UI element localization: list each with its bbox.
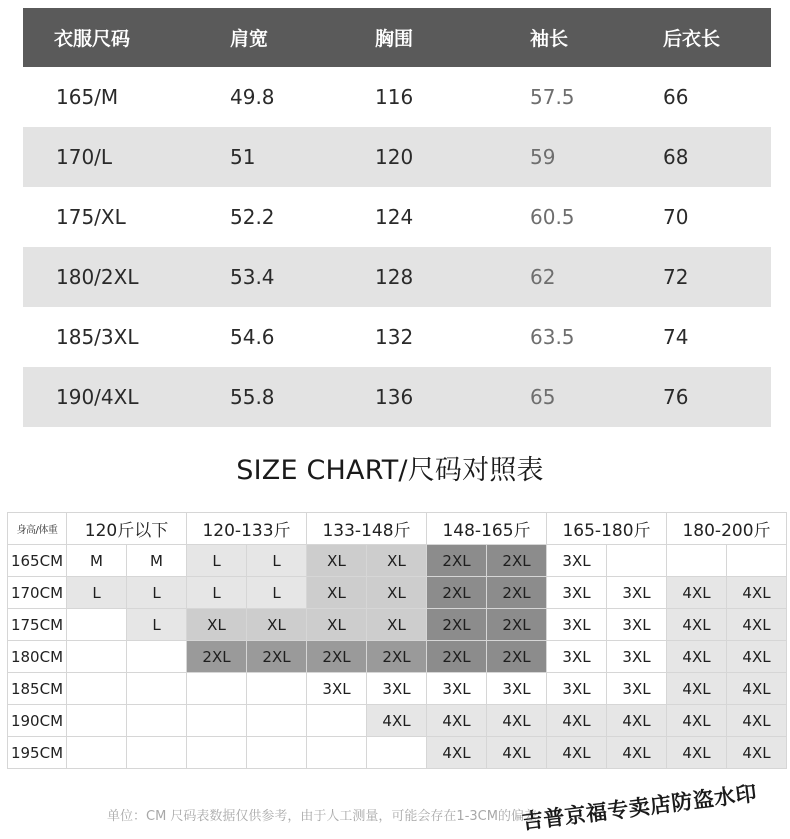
size-cell <box>307 705 367 737</box>
size-cell: L <box>127 577 187 609</box>
size-cell: 3XL <box>607 641 667 673</box>
height-label: 190CM <box>8 705 67 737</box>
weight-group-header: 180-200斤 <box>667 513 787 545</box>
weight-header-row <box>8 513 787 545</box>
measurement-cell: 116 <box>375 85 414 109</box>
size-cell: L <box>187 577 247 609</box>
height-label: 185CM <box>8 673 67 705</box>
size-cell: 3XL <box>427 673 487 705</box>
size-cell: XL <box>367 545 427 577</box>
height-label: 195CM <box>8 737 67 769</box>
size-cell: L <box>247 577 307 609</box>
size-cell: 3XL <box>367 673 427 705</box>
size-cell <box>67 737 127 769</box>
size-cell <box>187 705 247 737</box>
measurement-cell: 165/M <box>56 85 119 109</box>
measurement-cell: 49.8 <box>230 85 275 109</box>
measurement-header-cell: 衣服尺码 <box>54 28 131 50</box>
measurement-cell: 55.8 <box>230 385 275 409</box>
size-cell: 4XL <box>727 609 787 641</box>
size-cell: XL <box>367 577 427 609</box>
measurement-header-row <box>23 8 771 67</box>
size-cell: 3XL <box>607 609 667 641</box>
size-cell: 3XL <box>547 577 607 609</box>
size-cell: 3XL <box>547 545 607 577</box>
size-cell: XL <box>307 545 367 577</box>
size-cell <box>127 673 187 705</box>
corner-label: 身高/体重 <box>8 513 67 545</box>
size-cell: 4XL <box>667 609 727 641</box>
measurement-row <box>23 247 771 307</box>
size-cell: 3XL <box>487 673 547 705</box>
measurement-cell: 72 <box>663 265 689 289</box>
measurement-cell: 175/XL <box>56 205 126 229</box>
size-chart-title: SIZE CHART/尺码对照表 <box>236 455 544 486</box>
weight-group-header: 165-180斤 <box>547 513 667 545</box>
size-cell: XL <box>307 609 367 641</box>
measurement-cell: 170/L <box>56 145 113 169</box>
size-cell <box>127 737 187 769</box>
size-cell <box>607 545 667 577</box>
footnote: 单位：CM 尺码表数据仅供参考，由于人工测量，可能会存在1-3CM的偏差 <box>107 809 537 824</box>
height-label: 165CM <box>8 545 67 577</box>
measurement-cell: 74 <box>663 325 689 349</box>
size-cell: 4XL <box>427 705 487 737</box>
size-cell: 2XL <box>367 641 427 673</box>
size-cell: 2XL <box>487 609 547 641</box>
size-cell: L <box>67 577 127 609</box>
size-cell: 4XL <box>547 737 607 769</box>
size-cell: 2XL <box>427 545 487 577</box>
size-cell: M <box>67 545 127 577</box>
size-cell <box>187 673 247 705</box>
measurement-cell: 180/2XL <box>56 265 139 289</box>
size-cell: 4XL <box>667 673 727 705</box>
measurement-header-cell: 后衣长 <box>663 28 721 50</box>
size-cell <box>247 737 307 769</box>
height-label: 180CM <box>8 641 67 673</box>
size-cell: 2XL <box>487 545 547 577</box>
size-cell: L <box>127 609 187 641</box>
measurement-cell: 65 <box>530 385 556 409</box>
size-cell: 3XL <box>607 577 667 609</box>
size-cell: 4XL <box>427 737 487 769</box>
size-cell: 4XL <box>727 641 787 673</box>
size-cell: 2XL <box>427 577 487 609</box>
size-cell: L <box>247 545 307 577</box>
measurement-cell: 136 <box>375 385 414 409</box>
measurement-cell: 51 <box>230 145 256 169</box>
size-cell <box>67 609 127 641</box>
size-cell: 2XL <box>307 641 367 673</box>
measurement-cell: 124 <box>375 205 414 229</box>
size-cell: 4XL <box>727 577 787 609</box>
measurement-table <box>23 8 771 427</box>
size-cell <box>667 545 727 577</box>
measurement-row <box>23 127 771 187</box>
size-cell: 4XL <box>667 641 727 673</box>
measurement-cell: 62 <box>530 265 556 289</box>
size-cell <box>247 673 307 705</box>
size-cell: 3XL <box>547 609 607 641</box>
size-cell <box>367 737 427 769</box>
weight-group-header: 120-133斤 <box>187 513 307 545</box>
size-cell: XL <box>307 577 367 609</box>
measurement-header-cell: 肩宽 <box>230 28 269 50</box>
measurement-cell: 68 <box>663 145 689 169</box>
size-cell: 2XL <box>427 609 487 641</box>
size-cell: 4XL <box>727 705 787 737</box>
height-row <box>8 577 787 609</box>
size-cell <box>727 545 787 577</box>
size-chart-grid <box>7 512 787 769</box>
measurement-cell: 70 <box>663 205 689 229</box>
measurement-cell: 54.6 <box>230 325 275 349</box>
size-cell: 2XL <box>187 641 247 673</box>
size-cell: 2XL <box>427 641 487 673</box>
height-label: 170CM <box>8 577 67 609</box>
size-cell: 3XL <box>547 641 607 673</box>
size-cell: 4XL <box>487 705 547 737</box>
measurement-row <box>23 67 771 127</box>
size-cell <box>127 705 187 737</box>
size-cell: L <box>187 545 247 577</box>
measurement-cell: 190/4XL <box>56 385 139 409</box>
size-cell <box>247 705 307 737</box>
size-cell: 4XL <box>727 673 787 705</box>
measurement-cell: 52.2 <box>230 205 275 229</box>
height-row <box>8 641 787 673</box>
measurement-cell: 57.5 <box>530 85 575 109</box>
size-cell: 3XL <box>547 673 607 705</box>
size-cell: XL <box>367 609 427 641</box>
height-row <box>8 609 787 641</box>
size-cell: 4XL <box>607 737 667 769</box>
weight-group-header: 120斤以下 <box>67 513 187 545</box>
size-cell <box>67 705 127 737</box>
watermark: 吉普京福专卖店防盗水印 <box>520 781 759 834</box>
size-cell: 2XL <box>487 577 547 609</box>
size-cell <box>187 737 247 769</box>
height-row <box>8 545 787 577</box>
size-cell <box>67 641 127 673</box>
size-cell: 3XL <box>307 673 367 705</box>
measurement-cell: 132 <box>375 325 414 349</box>
measurement-row <box>23 187 771 247</box>
measurement-cell: 59 <box>530 145 556 169</box>
size-cell: 4XL <box>667 577 727 609</box>
measurement-cell: 53.4 <box>230 265 275 289</box>
size-cell: 4XL <box>607 705 667 737</box>
size-cell: 4XL <box>727 737 787 769</box>
height-label: 175CM <box>8 609 67 641</box>
measurement-row <box>23 307 771 367</box>
measurement-header-cell: 胸围 <box>375 28 414 50</box>
measurement-cell: 66 <box>663 85 689 109</box>
size-cell: XL <box>187 609 247 641</box>
size-cell: 4XL <box>667 705 727 737</box>
size-cell: XL <box>247 609 307 641</box>
measurement-header-cell: 袖长 <box>530 28 569 50</box>
size-cell: 2XL <box>247 641 307 673</box>
measurement-row <box>23 367 771 427</box>
size-cell: 4XL <box>667 737 727 769</box>
size-cell: 4XL <box>547 705 607 737</box>
size-cell: 4XL <box>487 737 547 769</box>
size-cell: 2XL <box>487 641 547 673</box>
size-cell: 3XL <box>607 673 667 705</box>
size-cell <box>127 641 187 673</box>
measurement-cell: 63.5 <box>530 325 575 349</box>
measurement-cell: 60.5 <box>530 205 575 229</box>
height-row <box>8 673 787 705</box>
measurement-cell: 185/3XL <box>56 325 139 349</box>
size-cell: 4XL <box>367 705 427 737</box>
height-row <box>8 705 787 737</box>
weight-group-header: 148-165斤 <box>427 513 547 545</box>
measurement-cell: 76 <box>663 385 689 409</box>
size-cell: M <box>127 545 187 577</box>
measurement-cell: 120 <box>375 145 414 169</box>
size-cell <box>307 737 367 769</box>
weight-group-header: 133-148斤 <box>307 513 427 545</box>
size-cell <box>67 673 127 705</box>
height-row <box>8 737 787 769</box>
measurement-cell: 128 <box>375 265 414 289</box>
